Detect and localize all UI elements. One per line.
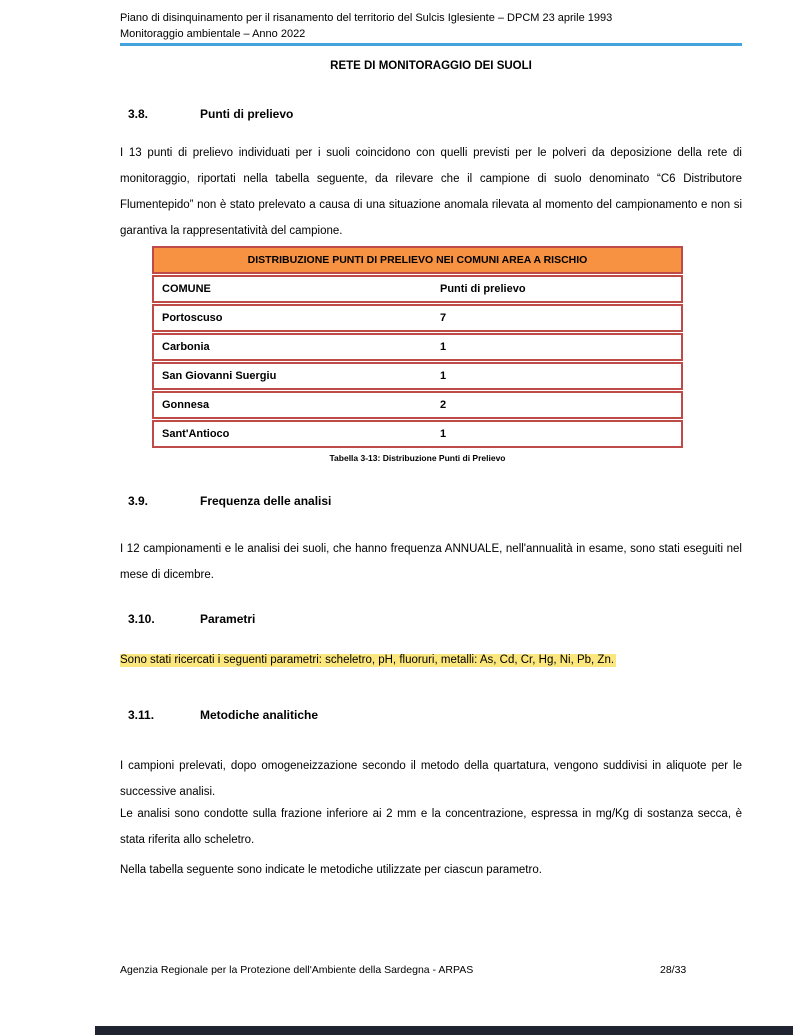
section-title: Parametri [200,612,256,626]
page-title: RETE DI MONITORAGGIO DEI SUOLI [330,60,532,72]
section-heading-3-10 [128,612,728,626]
section-number: 3.9. [128,494,149,508]
cell-comune: Sant'Antioco [162,428,230,440]
section-heading-3-11 [128,708,728,722]
table-row [152,362,683,390]
table-title-row: DISTRIBUZIONE PUNTI DI PRELIEVO NEI COMUNI AREA A RISCHIO [152,246,683,274]
running-header-line1: Piano di disinquinamento per il risanamento del territorio del Sulcis Iglesiente – DPCM 23 aprile 1993 [120,12,613,24]
sampling-points-table [152,246,683,448]
table-row [152,391,683,419]
cell-comune: Carbonia [162,341,210,353]
section-title: Punti di prelievo [200,107,294,121]
cell-punti: 1 [440,341,447,353]
header-rule [120,43,742,46]
column-header-comune: COMUNE [162,283,211,295]
cell-punti: 2 [440,399,447,411]
section-number: 3.11. [128,708,155,722]
cell-punti: 1 [440,428,447,440]
footer-page-number: 28/33 [660,964,687,976]
cell-comune: Gonnesa [162,399,210,411]
column-header-punti: Punti di prelievo [440,283,526,295]
running-header-line2: Monitoraggio ambientale – Anno 2022 [120,28,306,40]
table-row [152,333,683,361]
highlighted-parameters-text [120,651,616,670]
table-header-row [152,275,683,303]
section-title: Metodiche analitiche [200,708,319,722]
cell-punti: 1 [440,370,447,382]
section-heading-3-9 [128,494,728,508]
paragraph-3-11-c: Nella tabella seguente sono indicate le metodiche utilizzate per ciascun parametro. [120,864,542,876]
section-number: 3.10. [128,612,155,626]
paragraph-3-11-a: I campioni prelevati, dopo omogeneizzazione secondo il metodo della quartatura, vengono suddivisi in aliquote per le successive analisi. [120,760,742,798]
section-number: 3.8. [128,107,149,121]
next-page-edge [95,1026,793,1035]
footer-agency: Agenzia Regionale per la Protezione dell'Ambiente della Sardegna - ARPAS [120,964,474,976]
table-caption: Tabella 3-13: Distribuzione Punti di Prelievo [329,453,506,463]
table-row [152,304,683,332]
paragraph-3-11-b: Le analisi sono condotte sulla frazione inferiore ai 2 mm e la concentrazione, espressa in mg/Kg di sostanza secca, è stata riferita allo scheletro. [120,808,742,846]
table-row [152,420,683,448]
cell-comune: Portoscuso [162,312,223,324]
highlight-text: Sono stati ricercati i seguenti parametri: scheletro, pH, fluoruri, metalli: As, Cd, Cr, Hg, Ni, Pb, Zn. [120,654,615,666]
paragraph-3-9: I 12 campionamenti e le analisi dei suoli, che hanno frequenza ANNUALE, nell'annualità in esame, sono stati eseguiti nel mese di dicembre. [120,543,742,581]
section-heading-3-8 [128,107,728,121]
cell-comune: San Giovanni Suergiu [162,370,277,382]
section-title: Frequenza delle analisi [200,494,332,508]
cell-punti: 7 [440,312,447,324]
paragraph-3-8: I 13 punti di prelievo individuati per i suoli coincidono con quelli previsti per le polveri da deposizione della rete di monitoraggio, riportati nella tabella seguente, da rilevare che il campione di suolo denominato “C6 Distributore Flumentepido” non è stato prelevato a causa di una situazione anomala rilevata al momento del campionamento e non si garantiva la rappresentatività del campione. [120,147,742,237]
